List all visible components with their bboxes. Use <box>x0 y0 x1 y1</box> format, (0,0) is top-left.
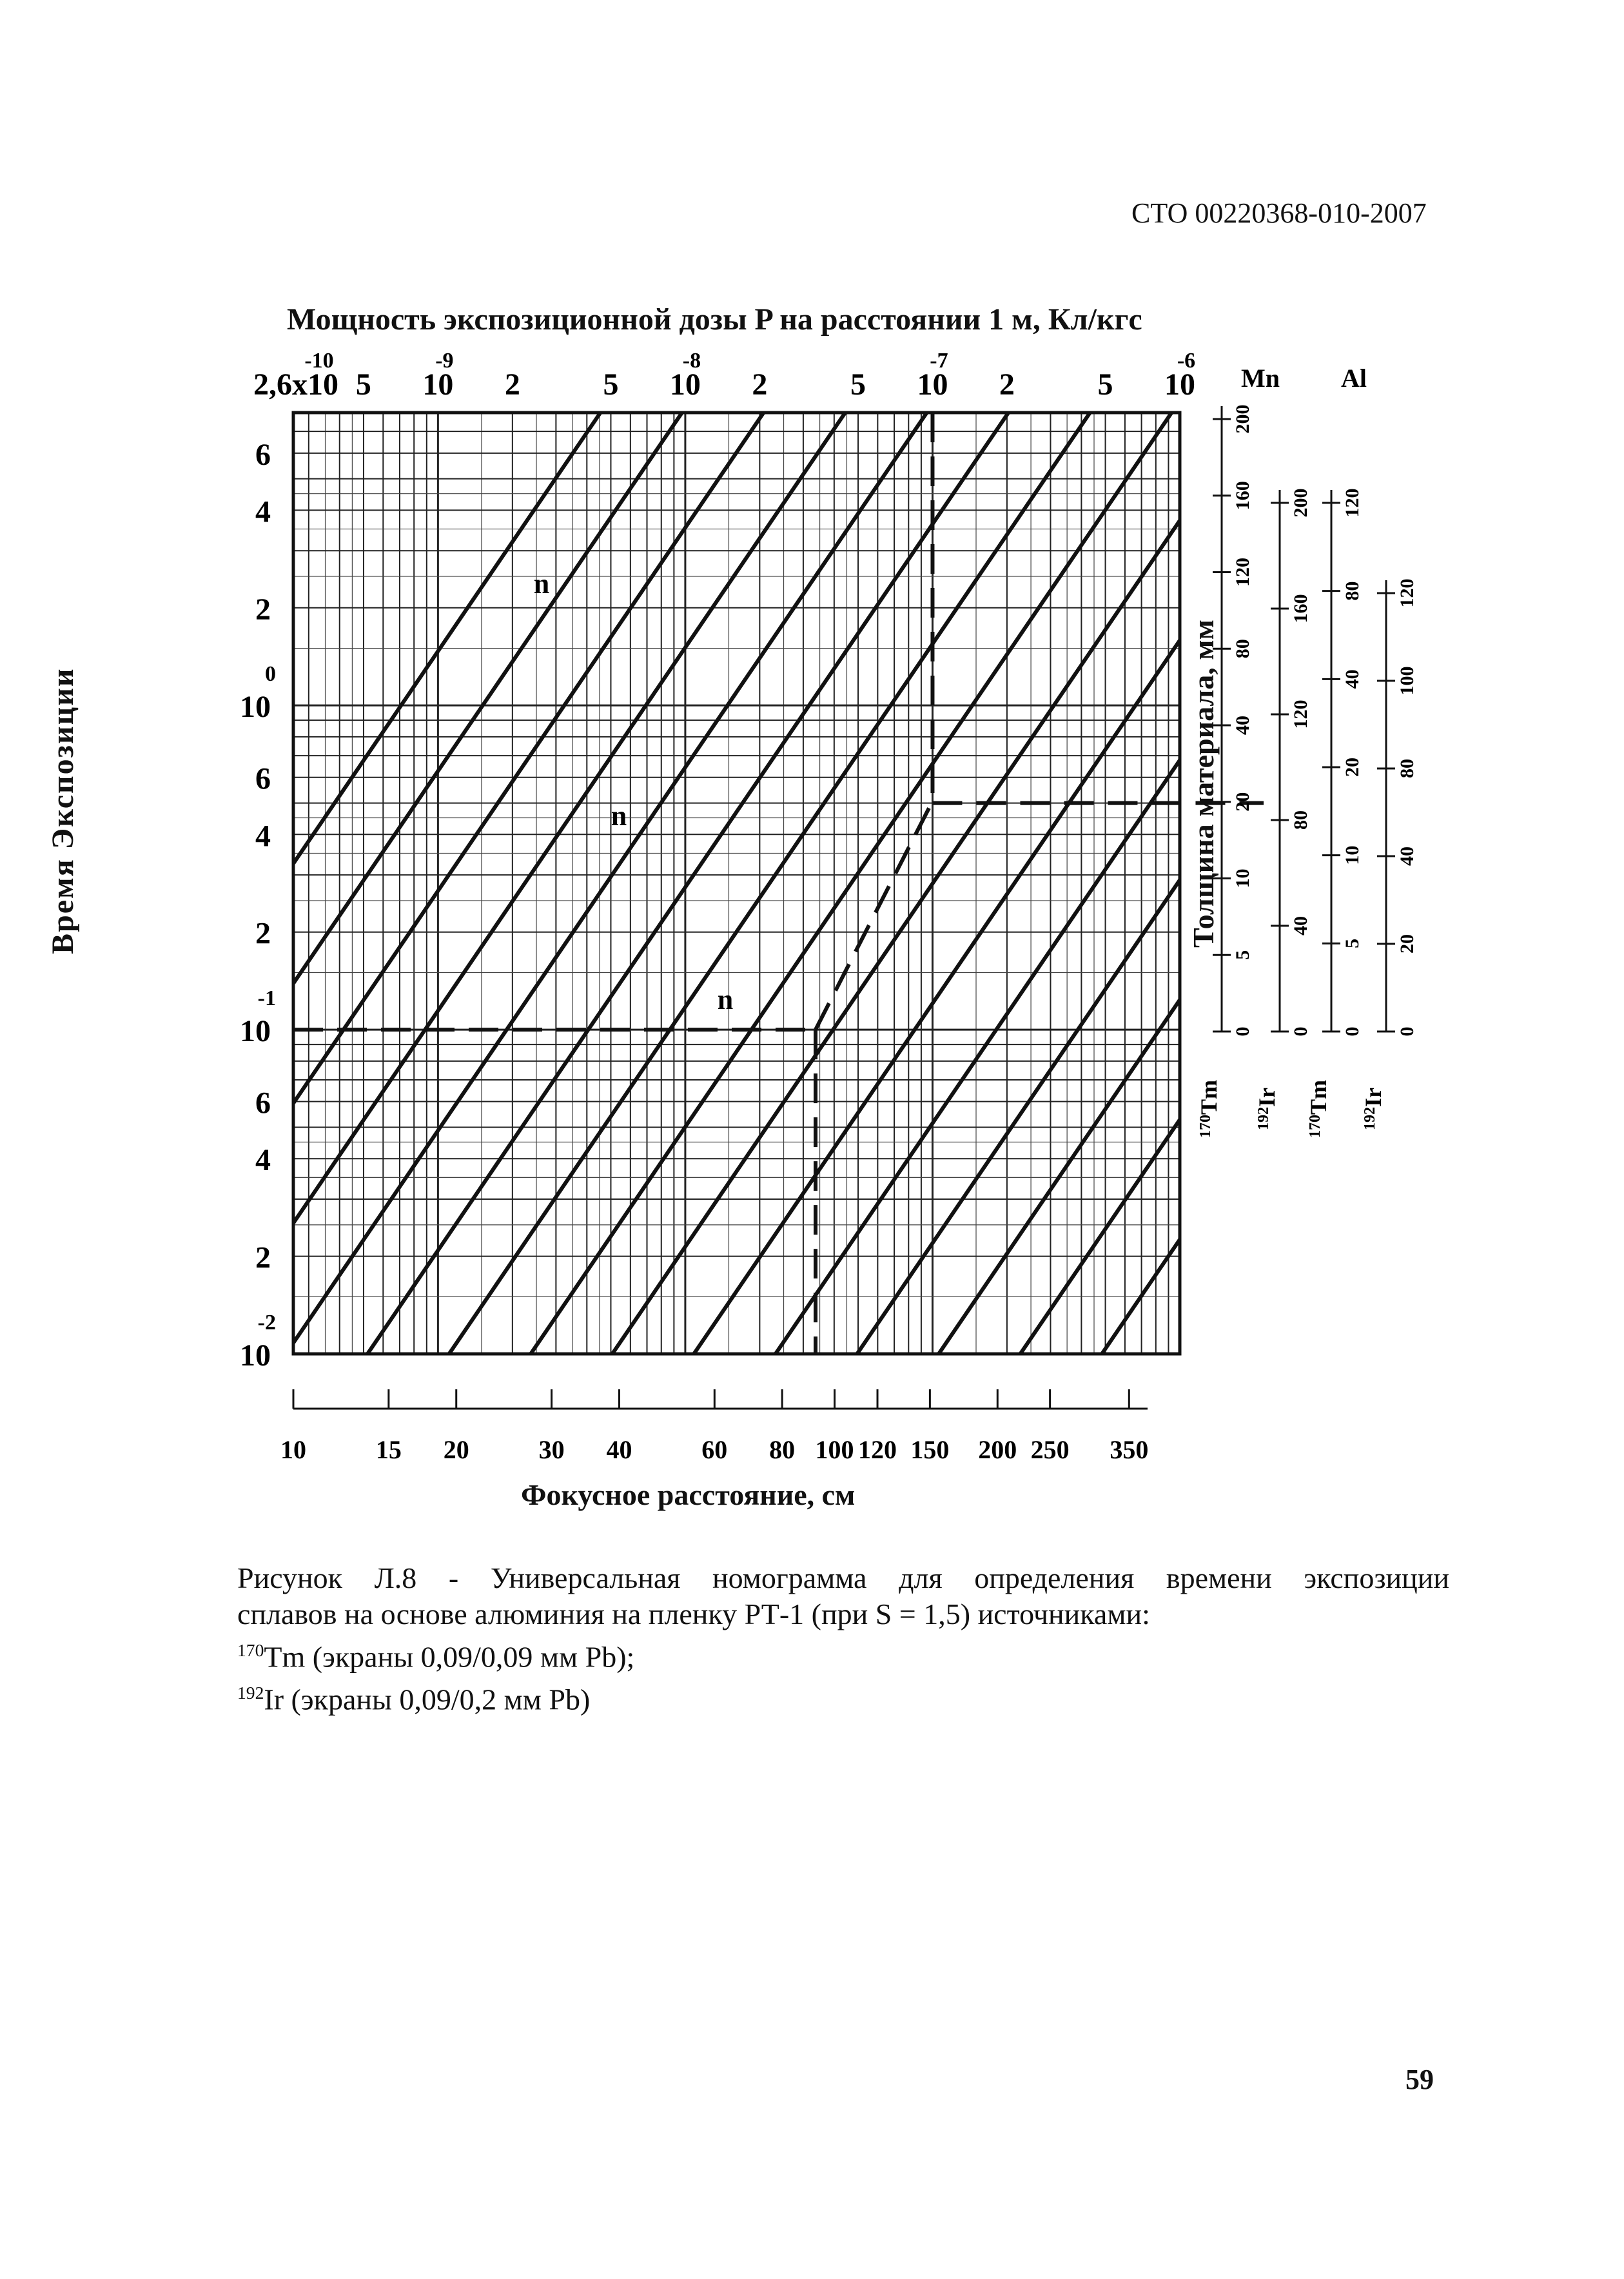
caption-source-ir <box>237 1675 1449 1717</box>
thickness-tick-label: 80 <box>1290 810 1311 830</box>
y-tick-label: 10 <box>240 1338 271 1373</box>
top-tick-exponent: -10 <box>304 349 334 373</box>
diagonal-line <box>41 83 906 1354</box>
thickness-tick-label: 80 <box>1396 759 1418 778</box>
y-tick-label: 6 <box>255 437 271 472</box>
y-tick-label: 4 <box>255 494 271 529</box>
top-tick-label: 2 <box>999 367 1015 402</box>
thickness-source-isotope: 192 <box>1255 1107 1272 1130</box>
focal-tick-label: 60 <box>701 1435 728 1464</box>
diagonal-line <box>531 83 1396 1354</box>
top-tick-label: 10 <box>1164 367 1195 402</box>
diagonal-line <box>612 83 1478 1354</box>
thickness-axis-label: Толщина материала, мм <box>1187 620 1220 948</box>
top-tick-label: 5 <box>355 367 371 402</box>
diagonal-n-label: n <box>533 568 550 600</box>
y-tick-exponent: -2 <box>257 1311 276 1335</box>
thickness-tick-label: 80 <box>1232 639 1253 659</box>
ir-isotope: 192 <box>237 1683 264 1703</box>
figure-caption <box>237 1560 1449 1718</box>
focal-tick-label: 10 <box>280 1435 306 1464</box>
diagonal-n-label: n <box>717 984 734 1015</box>
y-tick-label: 10 <box>240 690 271 725</box>
y-tick-label: 6 <box>255 1086 271 1120</box>
caption-source-tm <box>237 1632 1449 1675</box>
top-tick-exponent: -7 <box>930 349 948 373</box>
diagonal-line <box>694 83 1559 1354</box>
y-axis-label: Время Экспозиции <box>46 667 80 954</box>
material-header: Al <box>1341 364 1367 393</box>
thickness-tick-label: 120 <box>1396 578 1418 608</box>
y-tick-exponent: -1 <box>257 986 276 1011</box>
thickness-tick-label: 10 <box>1232 868 1253 888</box>
material-header: Mn <box>1241 364 1280 393</box>
thickness-source-isotope: 170 <box>1307 1115 1324 1138</box>
thickness-tick-label: 160 <box>1290 594 1311 623</box>
focal-tick-label: 15 <box>375 1435 402 1464</box>
thickness-tick-label: 120 <box>1232 558 1253 587</box>
y-tick-label: 2 <box>255 592 271 627</box>
focal-scale-layer <box>280 1389 1148 1464</box>
diagonal-line <box>939 83 1624 1354</box>
page-number: 59 <box>1405 2064 1434 2095</box>
thickness-tick-label: 100 <box>1396 666 1418 696</box>
thickness-scales-layer <box>1196 364 1418 1138</box>
y-tick-label: 10 <box>240 1014 271 1049</box>
y-tick-exponent: 0 <box>265 662 276 687</box>
caption-line-1: Рисунок Л.8 - Универсальная номограмма для определения времени экспозиции <box>237 1561 1449 1594</box>
thickness-source-label <box>1360 1088 1386 1130</box>
thickness-tick-label: 200 <box>1232 404 1253 434</box>
top-tick-label: 2 <box>504 367 520 402</box>
thickness-tick-label: 0 <box>1232 1026 1253 1037</box>
focal-tick-label: 350 <box>1110 1435 1149 1464</box>
thickness-tick-label: 40 <box>1396 846 1418 866</box>
chart-title: Мощность экспозиционной дозы P на расстоянии 1 м, Кл/кгс <box>287 302 1142 337</box>
focal-tick-label: 20 <box>443 1435 469 1464</box>
thickness-tick-label: 0 <box>1342 1026 1363 1037</box>
example-diagonal <box>816 803 932 1030</box>
thickness-source-isotope: 192 <box>1362 1107 1378 1130</box>
x-axis-label: Фокусное расстояние, см <box>521 1478 856 1511</box>
thickness-tick-label: 40 <box>1290 916 1311 935</box>
focal-tick-label: 250 <box>1030 1435 1070 1464</box>
focal-tick-label: 100 <box>815 1435 854 1464</box>
thickness-tick-label: 0 <box>1290 1026 1311 1037</box>
thickness-tick-label: 120 <box>1342 488 1363 518</box>
top-tick-label: 5 <box>1097 367 1113 402</box>
top-tick-label: 2 <box>752 367 768 402</box>
thickness-tick-label: 10 <box>1342 845 1363 865</box>
y-tick-label: 4 <box>255 1143 271 1178</box>
thickness-source-label <box>1196 1080 1222 1138</box>
thickness-tick-label: 0 <box>1396 1026 1418 1037</box>
top-tick-label: 10 <box>917 367 948 402</box>
thickness-tick-label: 40 <box>1342 669 1363 689</box>
diagonal-line <box>449 83 1315 1354</box>
tm-isotope: 170 <box>237 1640 264 1660</box>
thickness-tick-label: 120 <box>1290 699 1311 729</box>
grid-layer <box>293 413 1180 1354</box>
thickness-source-label <box>1306 1080 1331 1138</box>
top-tick-exponent: -9 <box>435 349 454 373</box>
top-tick-exponent: -8 <box>682 349 701 373</box>
y-tick-label: 2 <box>255 1240 271 1275</box>
thickness-source-element: Ir <box>1360 1088 1386 1107</box>
thickness-tick-label: 5 <box>1342 938 1363 948</box>
caption-line-2: сплавов на основе алюминия на пленку РТ-1 (при S = 1,5) источниками: <box>237 1598 1150 1630</box>
thickness-source-element: Tm <box>1196 1080 1222 1115</box>
y-tick-label: 6 <box>255 761 271 796</box>
diagonal-line <box>367 83 1233 1354</box>
focal-tick-label: 80 <box>769 1435 796 1464</box>
diagonal-n-label: n <box>611 800 627 832</box>
focal-tick-label: 30 <box>538 1435 565 1464</box>
y-tick-label: 2 <box>255 916 271 951</box>
top-tick-label: 10 <box>669 367 701 402</box>
diagonal-line <box>1021 83 1624 1354</box>
thickness-source-label <box>1254 1088 1280 1130</box>
top-axis-layer <box>253 349 1195 402</box>
focal-tick-label: 120 <box>858 1435 897 1464</box>
thickness-tick-label: 80 <box>1342 581 1363 601</box>
top-tick-label: 5 <box>603 367 619 402</box>
diagonal-line <box>0 83 825 1354</box>
top-tick-label: 2,6x10 <box>253 367 338 402</box>
focal-tick-label: 40 <box>606 1435 632 1464</box>
focal-tick-label: 150 <box>910 1435 950 1464</box>
top-tick-label: 10 <box>422 367 454 402</box>
thickness-tick-label: 20 <box>1396 934 1418 954</box>
document-code: СТО 00220368-010-2007 <box>1131 197 1427 229</box>
thickness-tick-label: 160 <box>1232 481 1253 511</box>
top-tick-label: 5 <box>850 367 866 402</box>
thickness-source-isotope: 170 <box>1197 1115 1214 1138</box>
focal-tick-label: 200 <box>978 1435 1017 1464</box>
thickness-tick-label: 20 <box>1232 792 1253 812</box>
diagonal-line <box>1265 83 1624 1354</box>
thickness-tick-label: 20 <box>1342 758 1363 777</box>
top-tick-exponent: -6 <box>1177 349 1196 373</box>
diagonal-line <box>204 83 1070 1354</box>
y-tick-label: 4 <box>255 819 271 854</box>
thickness-tick-label: 5 <box>1232 950 1253 960</box>
thickness-tick-label: 40 <box>1232 716 1253 735</box>
thickness-source-element: Tm <box>1306 1080 1331 1115</box>
y-axis-layer <box>240 438 276 1373</box>
thickness-source-element: Ir <box>1254 1088 1280 1107</box>
diagonal-line <box>286 83 1151 1354</box>
ir-text: Ir (экраны 0,09/0,2 мм Pb) <box>264 1683 591 1716</box>
thickness-tick-label: 200 <box>1290 488 1311 518</box>
tm-text: Tm (экраны 0,09/0,09 мм Pb); <box>264 1640 635 1674</box>
